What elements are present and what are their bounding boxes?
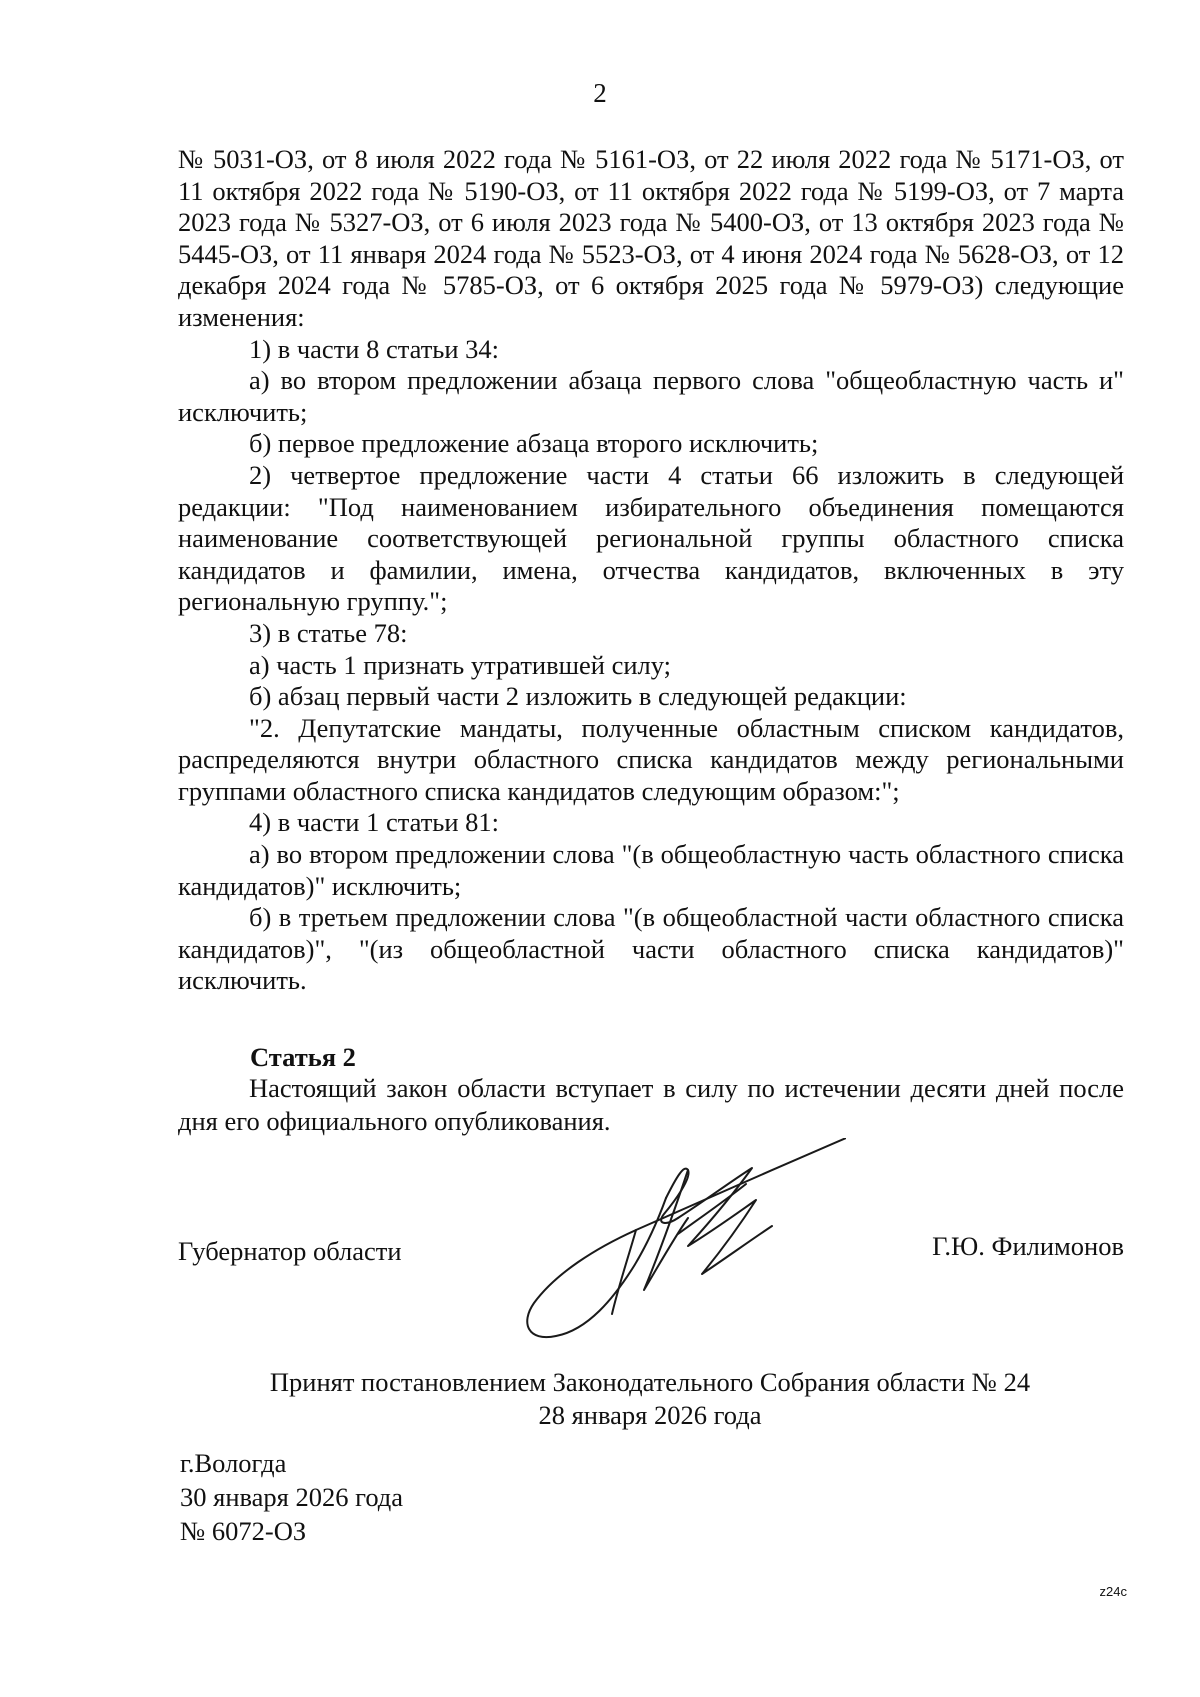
article-2-text (178, 1072, 1124, 1138)
amendments-body (178, 144, 1124, 997)
signing-date: 30 января 2026 года (180, 1482, 404, 1512)
amendment-item: б) первое предложение абзаца второго исключить; (249, 428, 819, 459)
signatory-name: Г.Ю. Филимонов (932, 1231, 1124, 1261)
adoption-date: 28 января 2026 года (538, 1400, 762, 1430)
article-2-paragraph: Настоящий закон области вступает в силу по истечении десяти дней после дня его официального опубликования. (178, 1073, 1124, 1136)
governor-signature (516, 1138, 846, 1343)
amendment-item: 1) в части 8 статьи 34: (249, 333, 500, 364)
adoption-note (150, 1366, 1150, 1432)
amendment-item: "2. Депутатские мандаты, полученные областным списком кандидатов, распределяются внутри областного списка кандидатов между региональными группами областного списка кандидатов следующим образом:"; (178, 712, 1124, 806)
amendment-item: б) абзац первый части 2 изложить в следующей редакции: (249, 681, 907, 712)
article-2-heading: Статья 2 (250, 1042, 356, 1072)
place-city: г.Вологда (180, 1448, 287, 1478)
law-number: № 6072-ОЗ (180, 1516, 307, 1546)
amendment-item: а) во втором предложении абзаца первого слова "общеобластную часть и" исключить; (178, 365, 1124, 427)
amendment-item: а) во втором предложении слова "(в общеобластную часть областного списка кандидатов)" исключить; (178, 839, 1124, 901)
amendment-item: б) в третьем предложении слова "(в общеобластной части областного списка кандидатов)", "(из общеобластной части областного списка кандидатов)" исключить. (178, 902, 1124, 996)
signatory-title: Губернатор области (178, 1236, 402, 1266)
amendment-item: 4) в части 1 статьи 81: (249, 807, 500, 838)
adoption-line: Принят постановлением Законодательного Собрания области № 24 (269, 1367, 1031, 1397)
amendment-item: 3) в статье 78: (249, 617, 408, 648)
page-number: 2 (593, 78, 607, 108)
amendment-intro-paragraph: № 5031-ОЗ, от 8 июля 2022 года № 5161-ОЗ, от 22 июля 2022 года № 5171-ОЗ, от 11 октября 2022 года № 5190-ОЗ, от 11 октября 2022 года № 5199-ОЗ, от 7 марта 2023 года № 5327-ОЗ, от 6 июля 2023 года № 5400-ОЗ, от 13 октября 2023 года № 5445-ОЗ, от 11 января 2024 года № 5523-ОЗ, от 4 июня 2024 года № 5628-ОЗ, от 12 декабря 2024 года № 5785-ОЗ, от 6 октября 2025 года № 5979-ОЗ) следующие изменения: (178, 144, 1124, 332)
amendment-item: 2) четвертое предложение части 4 статьи 66 изложить в следующей редакции: "Под наименованием избирательного объединения помещаются наименование соответствующей региональной группы областного списка кандидатов и фамилии, имена, отчества кандидатов, включенных в эту региональную группу."; (178, 459, 1124, 617)
place-date-number (180, 1446, 403, 1548)
document-code: z24c (1099, 1584, 1127, 1599)
amendment-item: а) часть 1 признать утратившей силу; (249, 649, 672, 680)
